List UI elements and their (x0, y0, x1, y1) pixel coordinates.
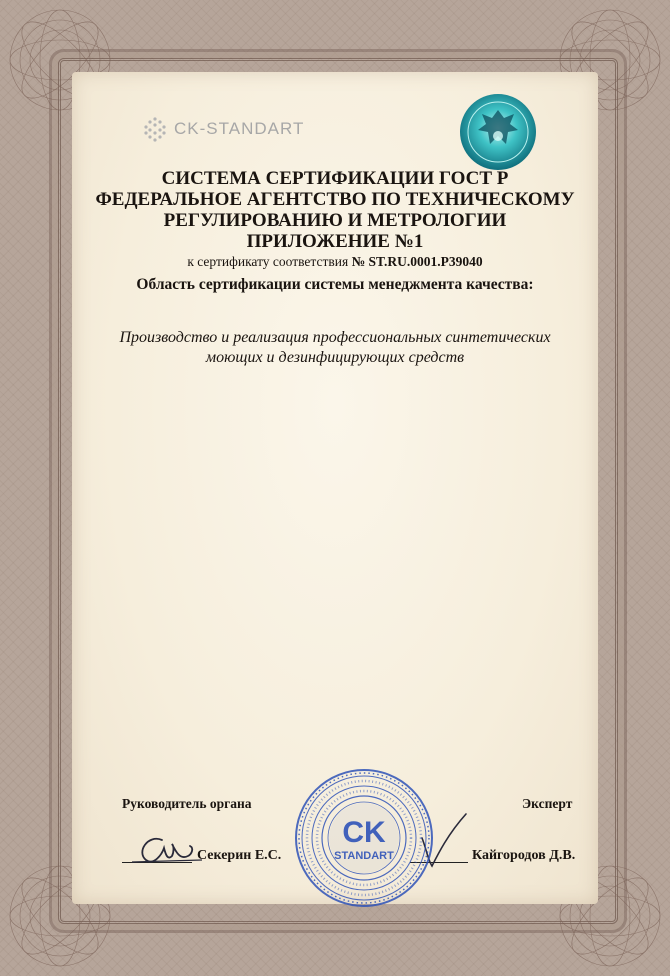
certificate-prefix: к сертификату соответствия (187, 254, 349, 269)
seal-name: STANDART (334, 850, 394, 862)
scope-line-1: Производство и реализация профессиональных синтетических (119, 329, 551, 346)
certificate-number: № ST.RU.0001.Р39040 (351, 254, 483, 269)
head-of-body-label: Руководитель органа (122, 796, 252, 811)
scope-heading: Область сертификации системы менеджмента качества: (136, 276, 534, 293)
handwritten-signature-left (128, 826, 208, 870)
hologram-eagle-icon (458, 92, 538, 172)
expert-name: Кайгородов Д.В. (472, 848, 576, 863)
certificate-header (72, 168, 598, 270)
header-line-1: СИСТЕМА СЕРТИФИКАЦИИ ГОСТ Р (161, 168, 509, 189)
scope-description (100, 328, 570, 368)
header-line-4: ПРИЛОЖЕНИЕ №1 (246, 231, 424, 252)
expert-label: Эксперт (522, 796, 573, 811)
head-of-body-name: Секерин Е.С. (197, 848, 282, 863)
scope-line-2: моющих и дезинфицирующих средств (205, 349, 465, 366)
certificate-reference (72, 254, 598, 270)
organization-seal-stamp (292, 766, 436, 910)
dot-grid-logo-icon (142, 116, 168, 142)
logo-text: CK-STANDART (174, 119, 305, 138)
ck-standart-logo (142, 116, 304, 142)
seal-monogram: CK (342, 816, 386, 849)
header-line-3: РЕГУЛИРОВАНИЮ И МЕТРОЛОГИИ (163, 210, 507, 231)
header-line-2: ФЕДЕРАЛЬНОЕ АГЕНТСТВО ПО ТЕХНИЧЕСКОМУ (95, 189, 575, 210)
